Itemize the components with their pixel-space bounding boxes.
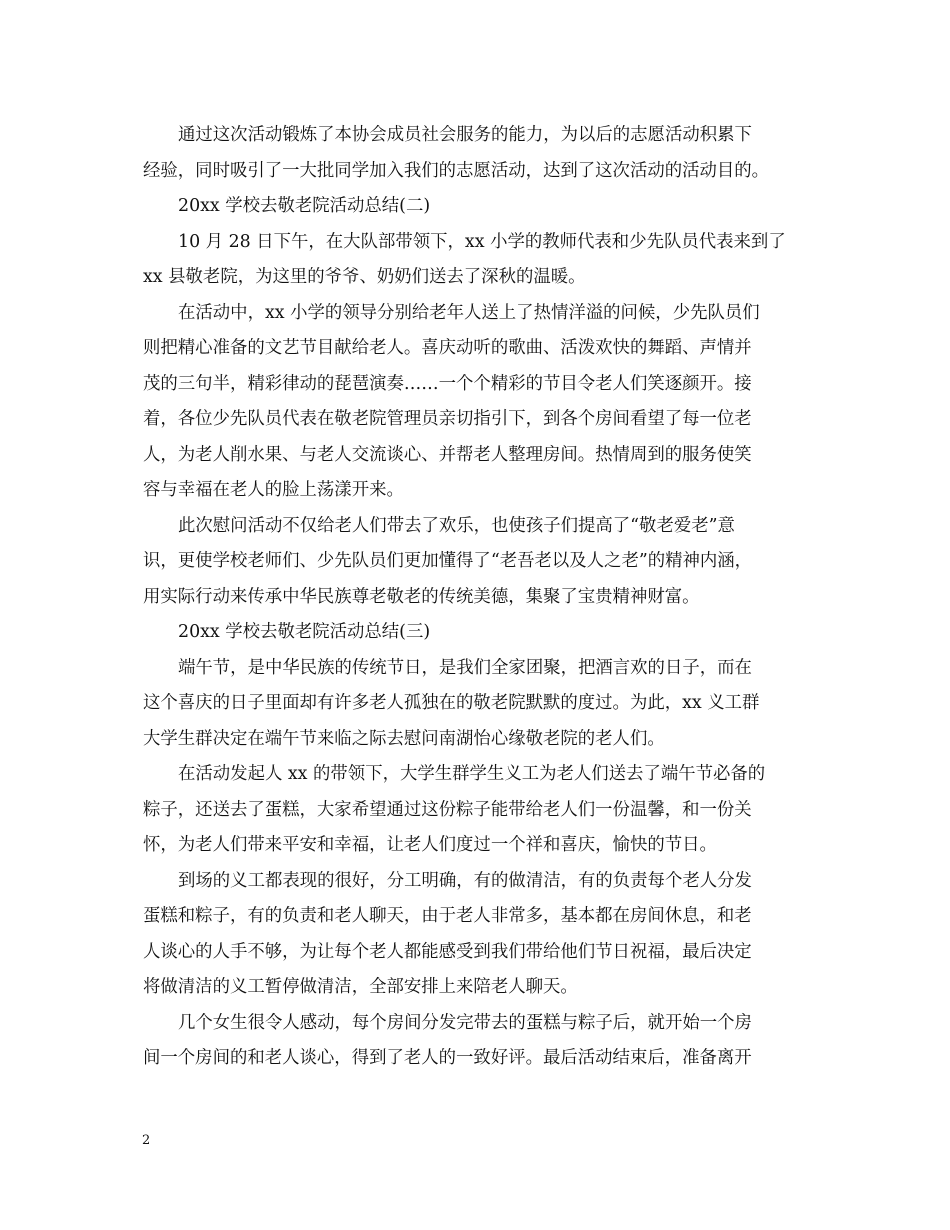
text-line: 这个喜庆的日子里面却有许多老人孤独在的敬老院默默的度过。为此，xx 义工群 [143, 693, 760, 713]
text-line: 怀，为老人们带来平安和幸福，让老人们度过一个祥和喜庆，愉快的节日。 [143, 835, 717, 855]
text-line: 在活动发起人 xx 的带领下，大学生群学生义工为老人们送去了端午节必备的 [178, 764, 766, 784]
text-line: 经验，同时吸引了一大批同学加入我们的志愿活动，达到了这次活动的活动目的。 [143, 160, 770, 181]
text-line: 着，各位少先队员代表在敬老院管理员亲切指引下，到各个房间看望了每一位老 [143, 409, 752, 429]
text-line: 人，为老人削水果、与老人交流谈心、并帮老人整理房间。热情周到的服务使笑 [143, 444, 752, 465]
text-line: 20xx 学校去敬老院活动总结(二) [178, 196, 431, 216]
text-line: 间一个房间的和老人谈心，得到了老人的一致好评。最后活动结束后，准备离开 [143, 1048, 752, 1068]
text-line: 人谈心的人手不够，为让每个老人都能感受到我们带给他们节日祝福，最后决定 [143, 941, 752, 962]
text-line: 通过这次活动锻炼了本协会成员社会服务的能力，为以后的志愿活动积累下 [178, 125, 752, 145]
text-line: 蛋糕和粽子，有的负责和老人聊天，由于老人非常多，基本都在房间休息，和老 [143, 906, 752, 926]
text-line: 大学生群决定在端午节来临之际去慰问南湖怡心缘敬老院的老人们。 [143, 728, 665, 749]
text-line: 几个女生很令人感动，每个房间分发完带去的蛋糕与粽子后，就开始一个房 [178, 1012, 752, 1033]
text-line: 此次慰问活动不仅给老人们带去了欢乐，也使孩子们提高了“敬老爱老”意 [178, 515, 735, 536]
text-line: 茂的三句半，精彩律动的琵琶演奏……一个个精彩的节目令老人们笑逐颜开。接 [143, 373, 752, 394]
text-line: 到场的义工都表现的很好，分工明确，有的做清洁，有的负责每个老人分发 [178, 870, 752, 891]
text-line: 容与幸福在老人的脸上荡漾开来。 [143, 480, 404, 500]
text-line: xx 县敬老院，为这里的爷爷、奶奶们送去了深秋的温暖。 [143, 267, 586, 287]
text-line: 端午节，是中华民族的传统节日，是我们全家团聚，把酒言欢的日子，而在 [178, 657, 752, 678]
text-line: 20xx 学校去敬老院活动总结(三) [178, 622, 431, 642]
text-line: 粽子，还送去了蛋糕，大家希望通过这份粽子能带给老人们一份温馨，和一份关 [143, 799, 752, 820]
text-line: 在活动中，xx 小学的领导分别给老年人送上了热情洋溢的问候，少先队员们 [178, 302, 760, 323]
text-line: 用实际行动来传承中华民族尊老敬老的传统美德，集聚了宝贵精神财富。 [143, 586, 700, 607]
document-body [143, 118, 803, 1077]
page-number: 2 [142, 1133, 151, 1148]
text-line: 将做清洁的义工暂停做清洁，全部安排上来陪老人聊天。 [143, 977, 578, 997]
text-line: 则把精心准备的文艺节目献给老人。喜庆动听的歌曲、活泼欢快的舞蹈、声情并 [143, 338, 752, 358]
text-line: 识，更使学校老师们、少先队员们更加懂得了“老吾老以及人之老”的精神内涵， [143, 551, 753, 571]
text-line: 10 月 28 日下午，在大队部带领下，xx 小学的教师代表和少先队员代表来到了 [178, 231, 786, 252]
